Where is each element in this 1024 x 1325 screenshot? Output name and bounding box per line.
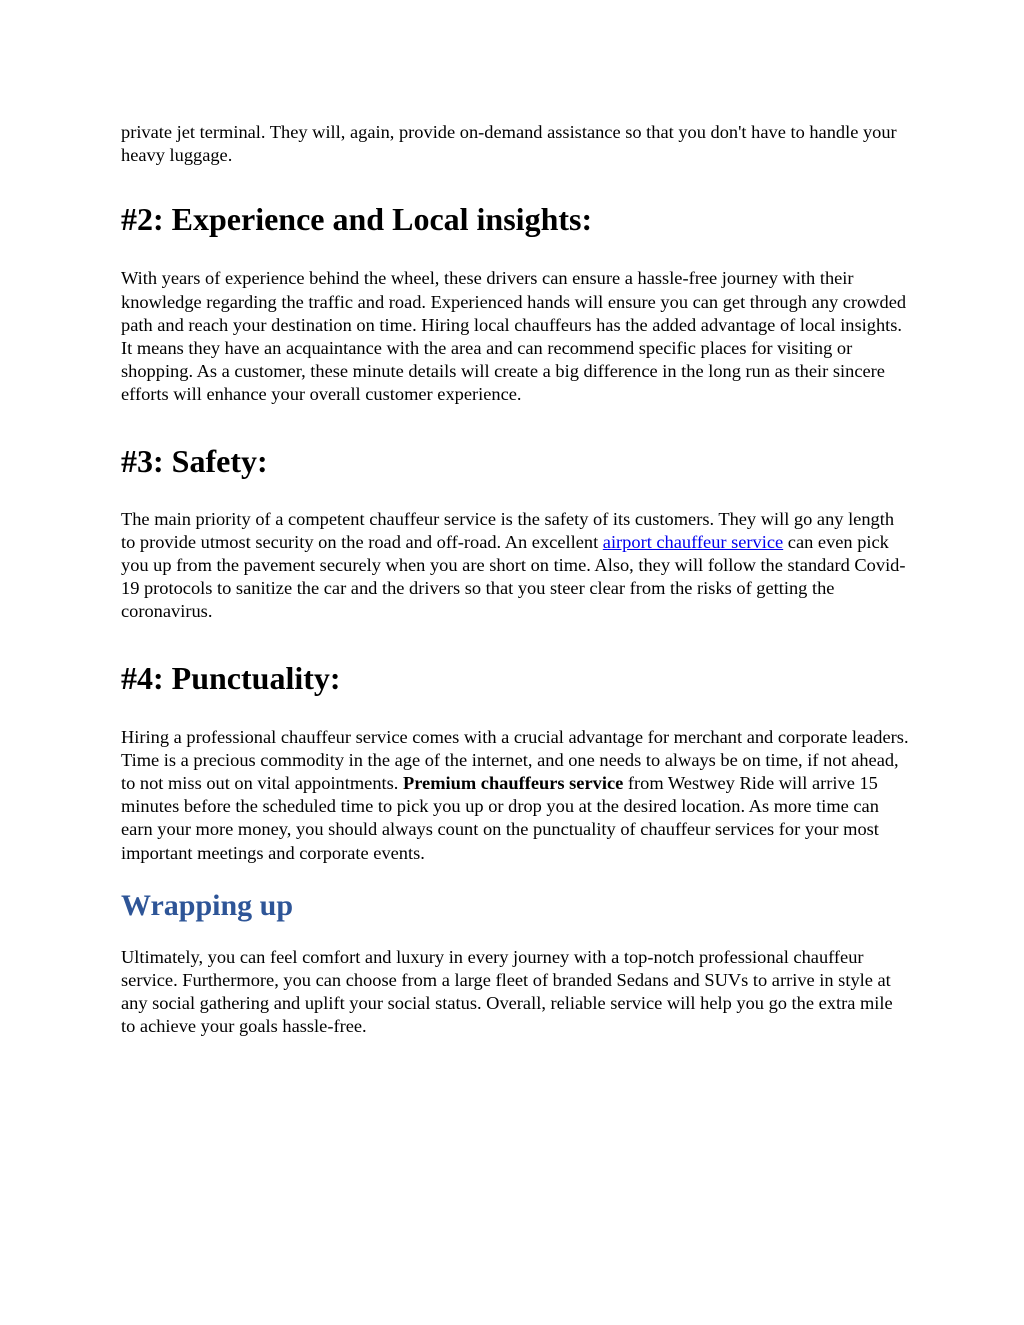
document-page xyxy=(121,121,911,1039)
punctuality-paragraph xyxy=(121,726,911,865)
airport-chauffeur-link[interactable]: airport chauffeur service xyxy=(602,531,784,552)
punctuality-text-after: from Westwey Ride will arrive 15 minutes before the scheduled time to pick you up or drop you at the desired location. As more time can earn your more money, you should always count on the punctuality of chauffeur services for your most important meetings and corporate events. xyxy=(121,773,879,863)
safety-text-after: can even pick you up from the pavement securely when you are short on time. Also, they will follow the standard Covid-19 protocols to sanitize the car and the drivers so that you steer clear from the risks of getting the coronavirus. xyxy=(121,531,906,622)
heading-wrapping-up: Wrapping up xyxy=(121,888,294,922)
safety-paragraph xyxy=(121,508,911,624)
heading-punctuality: #4: Punctuality: xyxy=(121,659,341,696)
heading-safety: #3: Safety: xyxy=(121,442,268,479)
punctuality-text-before: Hiring a professional chauffeur service comes with a crucial advantage for merchant and corporate leaders. Time is a precious commodity in the age of the internet, and one needs to always be on time, if not ahead, to not miss out on vital appointments. xyxy=(121,726,909,794)
heading-experience: #2: Experience and Local insights: xyxy=(121,201,593,238)
safety-text-before: The main priority of a competent chauffeur service is the safety of its customers. They will go any length to provide utmost security on the road and off-road. An excellent xyxy=(121,508,895,552)
premium-chauffeurs-bold: Premium chauffeurs service xyxy=(402,773,624,794)
experience-paragraph: With years of experience behind the wheel, these drivers can ensure a hassle-free journey with their knowledge regarding the traffic and road. Experienced hands will ensure you can get through any crowded path and reach your destination on time. Hiring local chauffeurs has the added advantage of local insights. It means they have an acquaintance with the area and can recommend specific places for visiting or shopping. As a customer, these minute details will create a big difference in the long run as their sincere efforts will enhance your overall customer experience. xyxy=(121,268,907,405)
intro-paragraph: private jet terminal. They will, again, provide on-demand assistance so that you don't have to handle your heavy luggage. xyxy=(121,122,897,166)
wrapup-paragraph: Ultimately, you can feel comfort and luxury in every journey with a top-notch professional chauffeur service. Furthermore, you can choose from a large fleet of branded Sedans and SUVs to arrive in style at any social gathering and uplift your social status. Overall, reliable service will help you go the extra mile to achieve your goals hassle-free. xyxy=(121,946,893,1037)
